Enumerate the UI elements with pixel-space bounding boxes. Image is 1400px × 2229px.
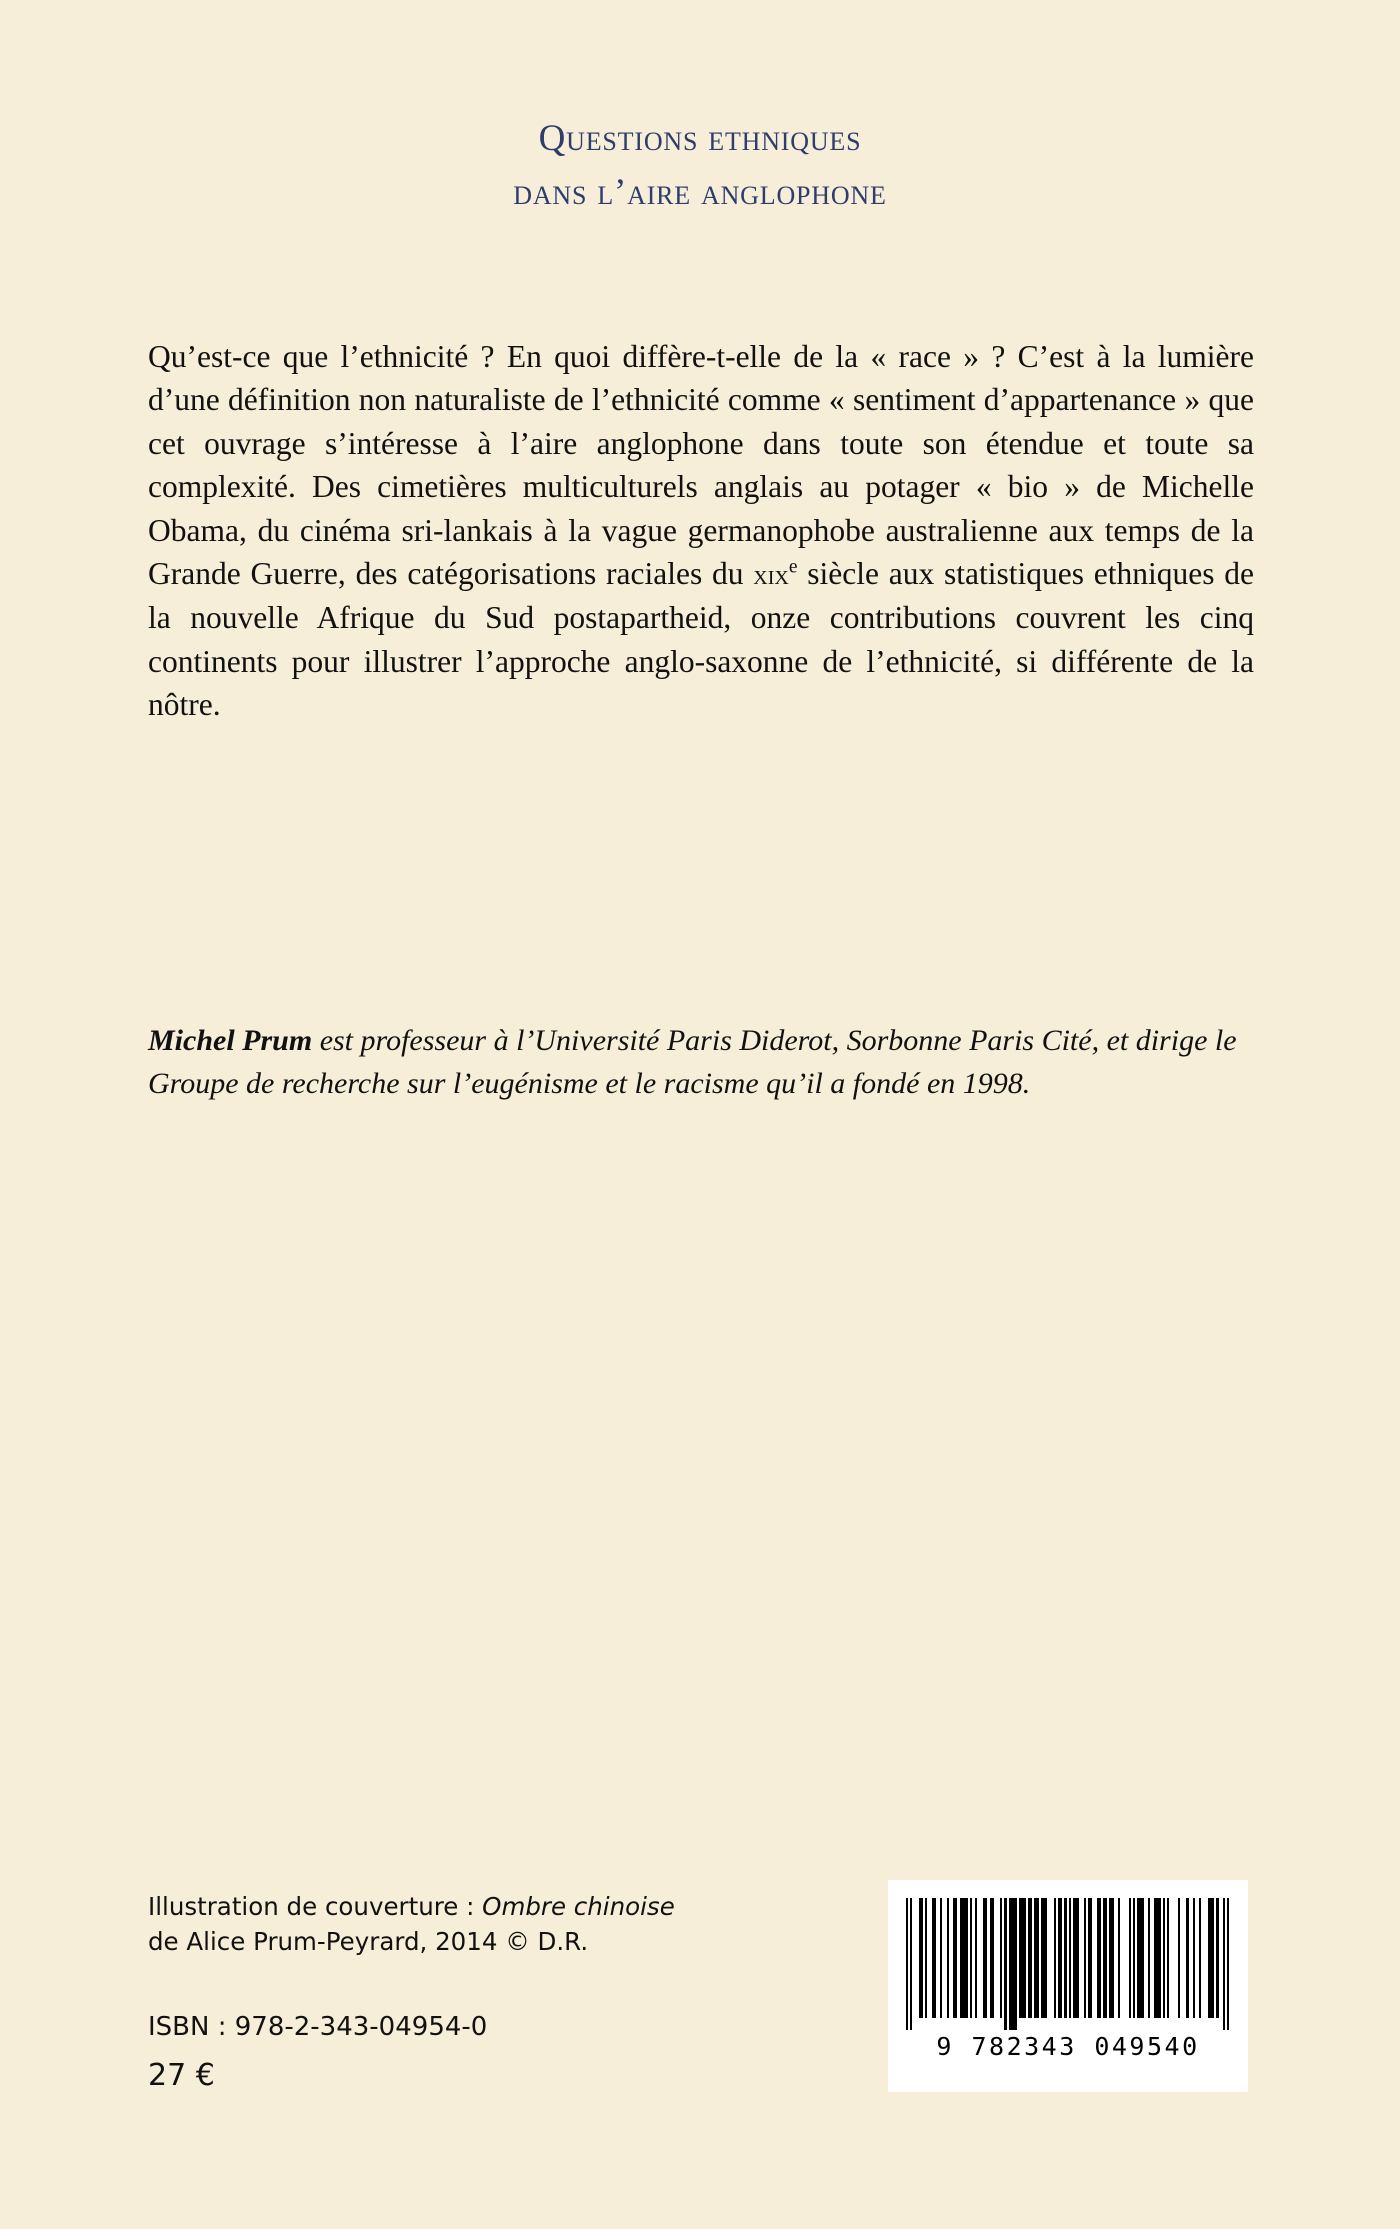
blurb-part-2: siècle aux statistiques ethniques de la nouvelle Afrique du Sud postapartheid, onze contributions couvrent les cinq continents pour illustrer l’approche anglo-saxonne de l’ethnicité, si différente de la nôtre. <box>148 556 1254 723</box>
barcode <box>888 1880 1248 2092</box>
price-text: 27 € <box>148 2058 215 2093</box>
title-line-1: Questions ethniques <box>538 118 862 159</box>
blurb-century: xix <box>753 559 789 592</box>
barcode-digits: 9 782343 049540 <box>936 2032 1200 2061</box>
author-bio <box>148 1020 1254 1105</box>
title-line-2: dans l’aire anglophone <box>513 171 887 213</box>
blurb-century-exponent: e <box>788 556 798 578</box>
credit-prefix: Illustration de couverture : <box>148 1892 483 1921</box>
credit-suffix: de Alice Prum-Peyrard, 2014 © D.R. <box>148 1926 589 1956</box>
blurb-text <box>148 335 1254 727</box>
book-title <box>0 112 1400 219</box>
isbn-text: ISBN : 978-2-343-04954-0 <box>148 2012 488 2042</box>
barcode-bars <box>906 1898 1230 2030</box>
author-name: Michel Prum <box>148 1024 313 1057</box>
blurb-part-1: Qu’est-ce que l’ethnicité ? En quoi diffère-t-elle de la « race » ? C’est à la lumière d’une définition non naturaliste de l’ethnicité comme « sentiment d’appartenance » que cet ouvrage s’intéresse à l’aire anglophone dans toute son étendue et toute sa complexité. Des cimetières multiculturels anglais au potager « bio » de Michelle Obama, du cinéma sri-lankais à la vague germanophobe australienne aux temps de la Grande Guerre, des catégorisations raciales du <box>148 339 1254 592</box>
cover-illustration-credit <box>148 1890 868 1960</box>
credit-artwork-title: Ombre chinoise <box>482 1892 675 1921</box>
author-bio-text: est professeur à l’Université Paris Diderot, Sorbonne Paris Cité, et dirige le Groupe de recherche sur l’eugénisme et le racisme qu’il a fondé en 1998. <box>148 1024 1237 1100</box>
